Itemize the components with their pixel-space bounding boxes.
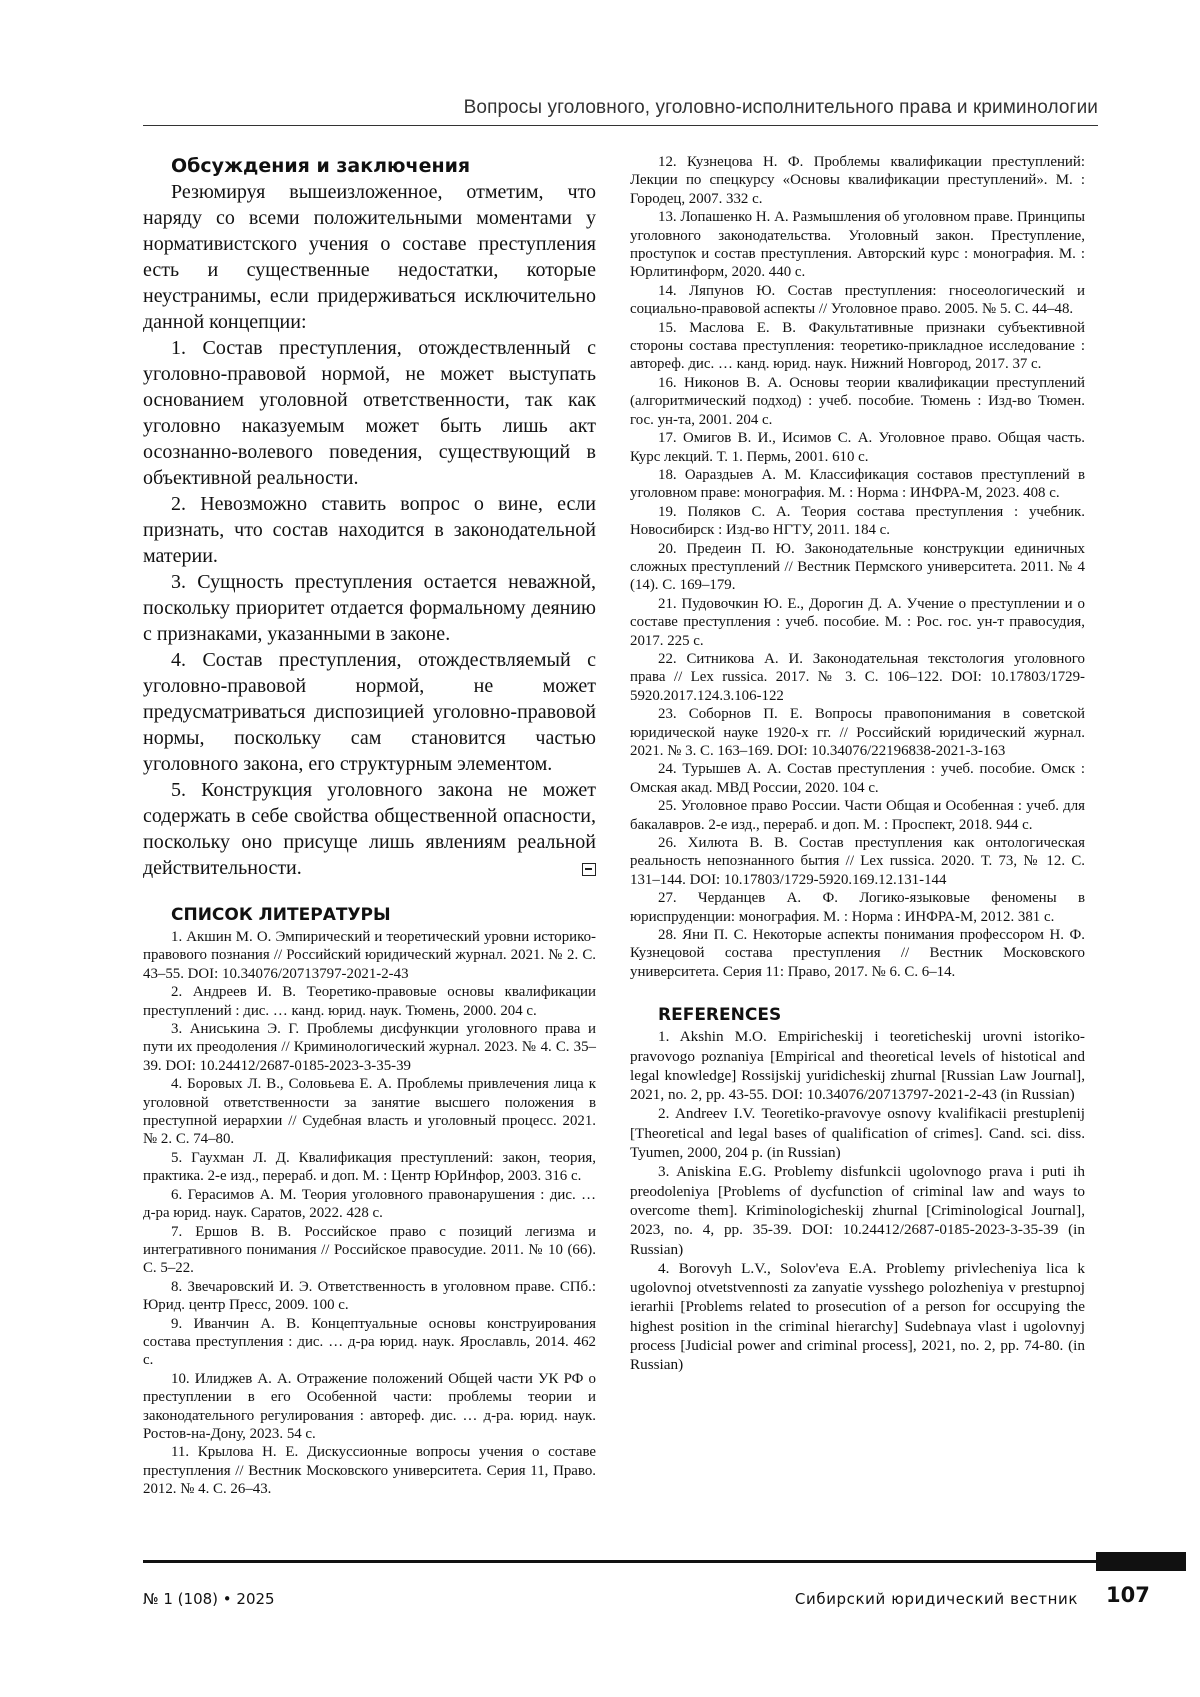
paragraph: 2. Невозможно ставить вопрос о вине, если признать, что состав находится в законодательной материи. bbox=[143, 493, 596, 567]
literature-list-left bbox=[143, 928, 596, 1499]
discussion-body bbox=[143, 179, 596, 881]
footer-rule bbox=[143, 1560, 1096, 1563]
reference-item: 25. Уголовное право России. Части Общая и Особенная : учеб. для бакалавров. 2-е изд., перераб. и доп. М. : Проспект, 2018. 944 с. bbox=[630, 798, 1085, 833]
reference-item: 4. Боровых Л. В., Соловьева Е. А. Проблемы привлечения лица к уголовной ответственности за занятие высшего положения в преступной иерархии // Судебная власть и уголовный процесс. 2021. № 2. С. 74–80. bbox=[143, 1076, 596, 1148]
reference-item: 14. Ляпунов Ю. Состав преступления: гносеологический и социально-правовой аспекты // Уголовное право. 2005. № 5. С. 44–48. bbox=[630, 282, 1085, 318]
reference-item: 15. Маслова Е. В. Факультативные признаки субъективной стороны состава преступления: теоретико-прикладное исследование : автореф. дис. … канд. юрид. наук. Нижний Новгород, 2017. 37 с. bbox=[630, 319, 1085, 373]
reference-item: 18. Оараздыев А. М. Классификация составов преступлений в уголовном праве: монография. М. : Норма : ИНФРА-М, 2023. 408 с. bbox=[630, 466, 1085, 502]
issue-number: № 1 (108) • 2025 bbox=[143, 1590, 275, 1608]
literature-list-right bbox=[630, 153, 1085, 981]
footer-page-tab bbox=[1096, 1552, 1186, 1571]
reference-item: 1. Акшин М. О. Эмпирический и теоретический уровни историко-правового познания // Российский юридический журнал. 2021. № 2. С. 43–55. DOI: 10.34076/20713797-2021-2-43 bbox=[143, 929, 596, 982]
literature-heading: СПИСОК ЛИТЕРАТУРЫ bbox=[171, 905, 391, 925]
reference-item: 17. Омигов В. И., Исимов С. А. Уголовное право. Общая часть. Курс лекций. Т. 1. Пермь, 2001. 610 с. bbox=[630, 430, 1085, 465]
reference-item: 2. Андреев И. В. Теоретико-правовые основы квалификации преступлений : дис. … канд. юрид. наук. Тюмень, 2000. 204 с. bbox=[143, 984, 596, 1019]
reference-item: 22. Ситникова А. И. Законодательная текстология уголовного права // Lex russica. 2017. № 3. С. 106–122. DOI: 10.17803/1729-5920.2017.124.3.106-122 bbox=[630, 650, 1085, 704]
reference-item-en: 3. Aniskina E.G. Problemy disfunkcii ugolovnogo prava i puti ih preodoleniya [Problems of dycfunction of criminal law and ways to overcome them]. Kriminologicheskij zhurnal [Criminological Journal], 2023, no. 4, pp. 35-39. DOI: 10.24412/2687-0185-2023-3-35-39 (in Russian) bbox=[630, 1163, 1085, 1258]
reference-item: 6. Герасимов А. М. Теория уголовного правонарушения : дис. … д-ра юрид. наук. Саратов, 2022. 428 с. bbox=[143, 1186, 596, 1222]
reference-item: 19. Поляков С. А. Теория состава преступления : учебник. Новосибирск : Изд-во НГТУ, 2011. 184 с. bbox=[630, 503, 1085, 539]
reference-item: 20. Предеин П. Ю. Законодательные конструкции единичных сложных преступлений // Вестник Пермского университета. 2011. № 4 (14). С. 169–179. bbox=[630, 540, 1085, 594]
left-column bbox=[143, 155, 596, 1499]
journal-name: Сибирский юридический вестник bbox=[794, 1590, 1078, 1608]
reference-item: 5. Гаухман Л. Д. Квалификация преступлений: закон, теория, практика. 2-е изд., перераб. и доп. М. : Центр ЮрИнфор, 2003. 316 с. bbox=[143, 1149, 596, 1185]
reference-item: 28. Яни П. С. Некоторые аспекты понимания профессором Н. Ф. Кузнецовой состава преступления // Вестник Московского университета. Серия 11: Право, 2017. № 6. С. 6–14. bbox=[630, 927, 1085, 980]
discussion-heading: Обсуждения и заключения bbox=[171, 155, 471, 177]
reference-item: 11. Крылова Н. Е. Дискуссионные вопросы учения о составе преступления // Вестник Московского университета. Серия 11, Право. 2012. № 4. С. 26–43. bbox=[143, 1444, 596, 1498]
paragraph-text: 5. Конструкция уголовного закона не может содержать в себе свойства общественной опасности, поскольку оно присуще лишь явлениям реальной действительности. bbox=[143, 779, 596, 879]
reference-item: 26. Хилюта В. В. Состав преступления как онтологическая реальность непознанного бытия // Lex russica. 2020. Т. 73, № 12. С. 131–144. DOI: 10.17803/1729-5920.169.12.131-144 bbox=[630, 835, 1085, 888]
paragraph: 1. Состав преступления, отождествленный с уголовно-правовой нормой, не может выступать основанием уголовной ответственности, так как уголовно наказуемым может быть лишь акт осознанно-волевого поведения, существующий в объективной реальности. bbox=[143, 337, 596, 489]
references-list bbox=[630, 1027, 1085, 1374]
running-header: Вопросы уголовного, уголовно-исполнительного права и криминологии bbox=[463, 97, 1098, 118]
reference-item: 16. Никонов В. А. Основы теории квалификации преступлений (алгоритмический подход) : учеб. пособие. Тюмень : Изд-во Тюмен. гос. ун-та, 2001. 204 с. bbox=[630, 374, 1085, 428]
reference-item: 7. Ершов В. В. Российское право с позиций легизма и интегративного понимания // Российское правосудие. 2011. № 10 (66). С. 5–22. bbox=[143, 1223, 596, 1277]
reference-item: 10. Илиджев А. А. Отражение положений Общей части УК РФ о преступлении в его Особенной части: проблемы теории и законодательного регулирования : автореф. дис. … д-ра. юрид. наук. Ростов-на-Дону, 2023. 54 с. bbox=[143, 1370, 596, 1442]
paragraph: 4. Состав преступления, отождествляемый с уголовно-правовой нормой, не может предусматриваться диспозицией уголовно-правовой нормы, поскольку сам становится частью уголовного закона, его структурным элементом. bbox=[143, 649, 596, 775]
right-column bbox=[630, 153, 1085, 1375]
paragraph: Резюмируя вышеизложенное, отметим, что наряду со всеми положительными моментами у нормативистского учения о составе преступления есть и существенные недостатки, которые неустранимы, если придерживаться исключительно данной концепции: bbox=[143, 181, 596, 333]
reference-item: 24. Турышев А. А. Состав преступления : учеб. пособие. Омск : Омская акад. МВД России, 2020. 104 с. bbox=[630, 761, 1085, 796]
reference-item-en: 4. Borovyh L.V., Solov'eva E.A. Problemy privlecheniya lica k ugolovnoj otvetstvennosti za zanyatie vysshego polozheniya v prestupnoj ierarhii [Problems related to prosecution of a person for occupying the highest position in the criminal hierarchy] Sudebnaya vlast i ugolovnyj process [Judicial power and criminal process], 2021, no. 2, pp. 74-80. (in Russian) bbox=[630, 1259, 1085, 1374]
references-heading: REFERENCES bbox=[658, 1005, 782, 1026]
reference-item: 27. Черданцев А. Ф. Логико-языковые феномены в юриспруденции: монография. М. : Норма : ИНФРА-М, 2012. 381 с. bbox=[630, 890, 1085, 925]
header-rule bbox=[143, 125, 1098, 126]
paragraph-last bbox=[143, 777, 596, 881]
end-of-article-icon bbox=[582, 863, 596, 876]
reference-item: 13. Лопашенко Н. А. Размышления об уголовном праве. Принципы уголовного законодательства. Уголовный закон. Преступление, проступок и состав преступления. Авторский курс : монография. М. : Юрлитинформ, 2020. 440 с. bbox=[630, 209, 1085, 281]
reference-item-en: 2. Andreev I.V. Teoretiko-pravovye osnovy kvalifikacii prestuplenij [Theoretical and legal bases of qualification of crimes]. Cand. sci. diss. Tyumen, 2000, 204 p. (in Russian) bbox=[630, 1105, 1085, 1162]
reference-item: 9. Иванчин А. В. Концептуальные основы конструирования состава преступления : дис. … д-ра юрид. наук. Ярославль, 2014. 462 с. bbox=[143, 1315, 596, 1369]
reference-item: 21. Пудовочкин Ю. Е., Дорогин Д. А. Учение о преступлении и о составе преступления : учеб. пособие. М. : Рос. гос. ун-т правосудия, 2017. 225 с. bbox=[630, 595, 1085, 649]
reference-item: 8. Звечаровский И. Э. Ответственность в уголовном праве. СПб.: Юрид. центр Пресс, 2009. 100 с. bbox=[143, 1278, 596, 1314]
page-number: 107 bbox=[1106, 1583, 1150, 1607]
reference-item-en: 1. Akshin M.O. Empiricheskij i teoreticheskij urovni istoriko-pravovogo poznaniya [Empirical and theoretical levels of histotical and legal knowledge] Rossijskij yuridicheskij zhurnal [Russian Law Journal], 2021, no. 2, pp. 43-55. DOI: 10.34076/20713797-2021-2-43 (in Russian) bbox=[630, 1028, 1085, 1104]
reference-item: 23. Соборнов П. Е. Вопросы правопонимания в советской юридической науке 1920-х гг. // Российский юридический журнал. 2021. № 3. С. 163–169. DOI: 10.34076/22196838-2021-3-163 bbox=[630, 706, 1085, 759]
paragraph: 3. Сущность преступления остается неважной, поскольку приоритет отдается формальному деянию с признаками, указанными в законе. bbox=[143, 571, 596, 645]
reference-item: 12. Кузнецова Н. Ф. Проблемы квалификации преступлений: Лекции по спецкурсу «Основы квалификации преступлений». М. : Городец, 2007. 332 с. bbox=[630, 154, 1085, 207]
reference-item: 3. Аниськина Э. Г. Проблемы дисфункции уголовного права и пути их преодоления // Криминологический журнал. 2023. № 4. С. 35–39. DOI: 10.24412/2687-0185-2023-3-35-39 bbox=[143, 1021, 596, 1074]
